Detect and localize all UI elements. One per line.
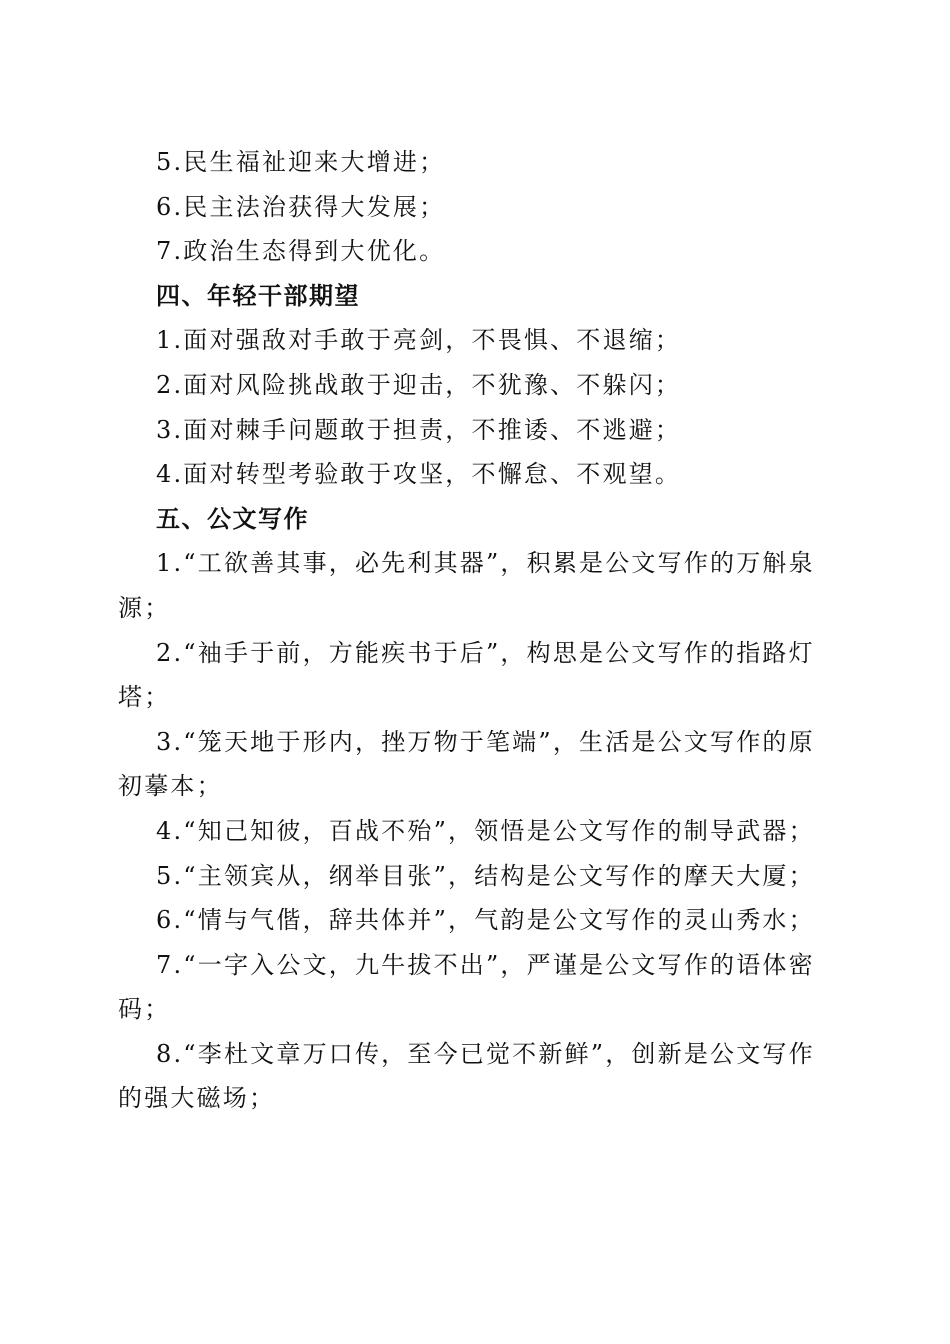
list-item: 8.“李杜文章万口传，至今已觉不新鲜”，创新是公文写作 <box>156 1039 815 1068</box>
list-item: 2.面对风险挑战敢于迎击，不犹豫、不躲闪； <box>156 370 682 399</box>
list-item-continuation: 的强大磁场； <box>118 1084 276 1113</box>
list-item: 5.“主领宾从，纲举目张”，结构是公文写作的摩天大厦； <box>156 861 815 890</box>
list-item: 2.“袖手于前，方能疾书于后”，构思是公文写作的指路灯 <box>156 638 815 667</box>
section-heading: 四、年轻干部期望 <box>156 281 360 310</box>
list-item-continuation: 码； <box>118 995 171 1024</box>
list-item: 1.“工欲善其事，必先利其器”，积累是公文写作的万斛泉 <box>156 549 815 578</box>
section-heading: 五、公文写作 <box>156 504 309 533</box>
list-item-continuation: 塔； <box>118 683 171 712</box>
list-item: 5.民生福祉迎来大增进； <box>156 148 446 176</box>
list-item: 4.“知己知彼，百战不殆”，领悟是公文写作的制导武器； <box>156 816 815 845</box>
list-item-continuation: 源； <box>118 593 171 622</box>
list-item-continuation: 初摹本； <box>118 772 223 801</box>
list-item: 3.面对棘手问题敢于担责，不推诿、不逃避； <box>156 415 682 444</box>
list-item: 4.面对转型考验敢于攻坚，不懈怠、不观望。 <box>156 460 682 489</box>
list-item: 7.政治生态得到大优化。 <box>156 237 446 266</box>
list-item: 6.“情与气偕，辞共体并”，气韵是公文写作的灵山秀水； <box>156 906 815 935</box>
document-body <box>118 140 824 1121</box>
list-item: 3.“笼天地于形内，挫万物于笔端”，生活是公文写作的原 <box>156 727 815 756</box>
list-item: 7.“一字入公文，九牛拔不出”，严谨是公文写作的语体密 <box>156 950 815 979</box>
list-item: 1.面对强敌对手敢于亮剑，不畏惧、不退缩； <box>156 326 682 355</box>
list-item: 6.民主法治获得大发展； <box>156 192 446 221</box>
